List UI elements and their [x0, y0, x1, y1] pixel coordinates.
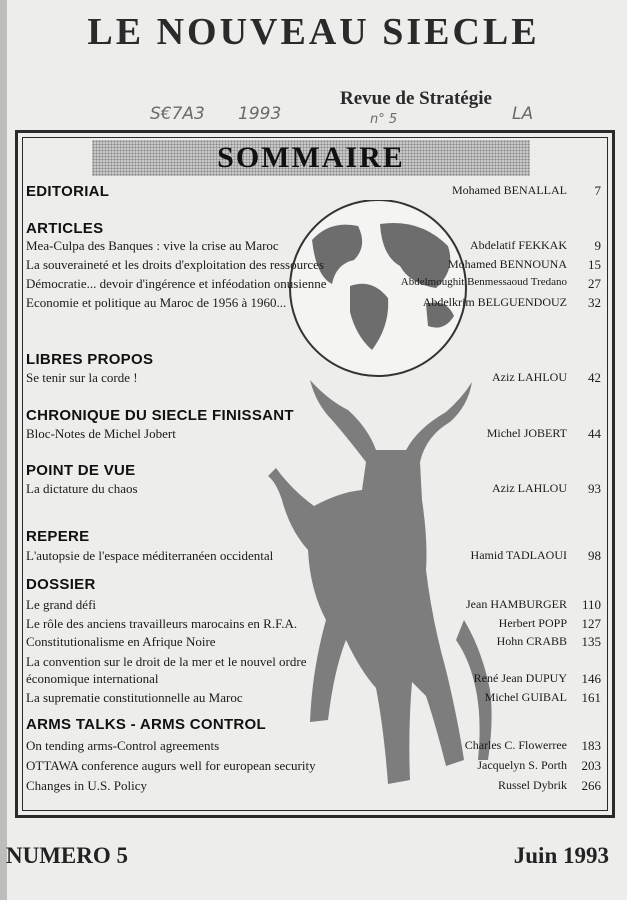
section-dossier: DOSSIER [26, 576, 96, 593]
toc-author: Jacquelyn S. Porth [477, 758, 567, 772]
toc-entry[interactable] [26, 738, 601, 755]
section-point-de-vue: POINT DE VUE [26, 462, 136, 479]
sommaire-title: SOMMAIRE [217, 141, 405, 174]
journal-subtitle: Revue de Stratégie [340, 88, 492, 109]
toc-author: Abdelatif FEKKAK [470, 238, 567, 252]
toc-author: Mohamed BENALLAL [452, 183, 567, 197]
toc-title: La convention sur le droit de la mer et le nouvel ordre [26, 654, 307, 669]
sommaire-banner [92, 140, 530, 176]
toc-entry[interactable] [26, 257, 601, 274]
toc-page: 32 [588, 295, 601, 310]
toc-title: La suprematie constitutionnelle au Maroc [26, 690, 243, 705]
toc-entry[interactable] [26, 616, 601, 633]
toc-entry[interactable] [26, 426, 601, 443]
toc-page: 27 [588, 276, 601, 291]
section-libres-propos: LIBRES PROPOS [26, 351, 154, 368]
toc-author: Michel JOBERT [486, 426, 567, 440]
toc-page: 15 [588, 257, 601, 272]
toc-title: Le rôle des anciens travailleurs marocains en R.F.A. [26, 616, 298, 631]
section-articles: ARTICLES [26, 220, 104, 237]
toc-title: L'autopsie de l'espace méditerranéen occidental [26, 548, 274, 563]
handwritten-note: n° 5 [370, 112, 398, 127]
toc-page: 9 [594, 238, 601, 253]
toc-title: On tending arms-Control agreements [26, 738, 220, 753]
toc-page: 42 [588, 370, 601, 385]
toc-page: 127 [581, 616, 601, 631]
toc-title: Mea-Culpa des Banques : vive la crise au Maroc [26, 238, 279, 253]
toc-author: Michel GUIBAL [484, 690, 567, 704]
section-repere: REPERE [26, 528, 90, 545]
toc-entry[interactable] [26, 548, 601, 565]
toc-title: économique international [26, 671, 159, 686]
toc-author: Aziz LAHLOU [492, 481, 567, 495]
toc-entry[interactable] [26, 654, 601, 671]
toc-title: Se tenir sur la corde ! [26, 370, 138, 385]
toc-page: 93 [588, 481, 601, 496]
toc-author: Herbert POPP [498, 616, 567, 630]
toc-entry[interactable] [26, 238, 601, 255]
toc-entry[interactable] [26, 690, 601, 707]
toc-page: 98 [588, 548, 601, 563]
toc-entry[interactable] [26, 758, 601, 775]
toc-page: 266 [581, 778, 601, 793]
toc-author: Abdelmoughit Benmessaoud Tredano [400, 276, 567, 288]
toc-page: 44 [588, 426, 601, 441]
toc-title: La dictature du chaos [26, 481, 138, 496]
toc-author: Aziz LAHLOU [492, 370, 567, 384]
handwritten-note: 1993 [238, 104, 282, 124]
binding-edge [0, 0, 7, 900]
toc-author: Hohn CRABB [496, 634, 567, 648]
journal-title: LE NOUVEAU SIECLE [87, 11, 540, 53]
toc-author: Charles C. Flowerree [464, 738, 567, 752]
toc-title: Bloc-Notes de Michel Jobert [26, 426, 176, 441]
toc-author: Mohamed BENNOUNA [448, 257, 567, 271]
toc-author: Jean HAMBURGER [466, 597, 567, 611]
toc-page: 203 [581, 758, 601, 773]
toc-title: Changes in U.S. Policy [26, 778, 147, 793]
toc-author: René Jean DUPUY [473, 671, 567, 685]
toc-title: Le grand défi [26, 597, 97, 612]
toc-entry[interactable] [26, 634, 601, 651]
toc-title: La souveraineté et les droits d'exploitation des ressources [26, 257, 325, 272]
toc-title: Economie et politique au Maroc de 1956 à 1960... [26, 295, 287, 310]
toc-entry[interactable] [26, 597, 601, 614]
handwritten-note: LA [512, 104, 534, 124]
toc-entry[interactable] [26, 370, 601, 387]
toc-entry[interactable] [26, 778, 601, 795]
toc-title: Démocratie... devoir d'ingérence et inféodation onusienne [26, 276, 327, 291]
section-arms: ARMS TALKS - ARMS CONTROL [26, 716, 266, 733]
toc-entry-editorial[interactable] [26, 183, 601, 200]
toc-page: 110 [581, 597, 601, 612]
handwritten-note: S€7A3 [150, 104, 205, 124]
toc-title: OTTAWA conference augurs well for european security [26, 758, 316, 773]
toc-page: 146 [581, 671, 601, 686]
toc-page: 135 [581, 634, 601, 649]
toc-title: Constitutionalisme en Afrique Noire [26, 634, 216, 649]
toc-page: 7 [594, 183, 601, 198]
toc-entry[interactable] [26, 481, 601, 498]
toc-entry[interactable] [26, 671, 601, 688]
issue-number: NUMERO 5 [6, 843, 129, 868]
toc-author: Hamid TADLAOUI [470, 548, 567, 562]
toc-page: 183 [581, 738, 601, 753]
issue-date: Juin 1993 [513, 843, 609, 868]
toc-page: 161 [581, 690, 601, 705]
toc-entry[interactable] [26, 276, 601, 293]
section-editorial: EDITORIAL [26, 183, 110, 200]
toc-entry[interactable] [26, 295, 601, 312]
toc-author: Russel Dybrik [498, 778, 567, 792]
toc-author: Abdelkrim BELGUENDOUZ [422, 295, 567, 309]
section-chronique: CHRONIQUE DU SIECLE FINISSANT [26, 407, 294, 424]
